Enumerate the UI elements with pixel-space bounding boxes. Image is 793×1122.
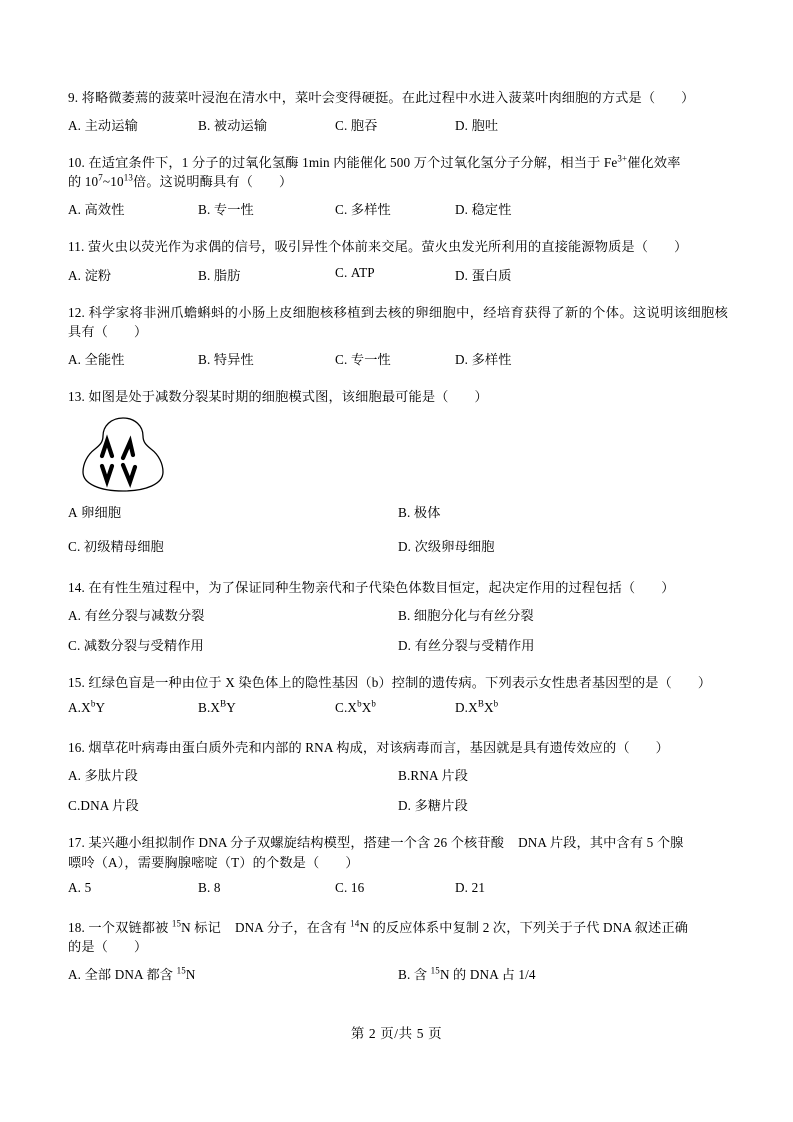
question-11-options	[68, 265, 728, 295]
option-row	[68, 765, 728, 795]
question-17-line2: 嘌呤（A），需要胸腺嘧啶（T）的个数是（	[68, 854, 320, 870]
allele-superscript: b	[357, 698, 362, 709]
question-11-number: 11.	[68, 239, 85, 255]
option-d[interactable]: D. 蛋白质	[455, 267, 512, 283]
allele-superscript: B	[477, 698, 484, 709]
question-9-number: 9.	[68, 90, 79, 105]
question-13-options	[68, 502, 728, 570]
option-c[interactable]: $C.X^bX^b$	[335, 698, 377, 716]
option-b[interactable]: B.RNA 片段	[398, 768, 469, 784]
question-18-line1b: N 标记	[181, 919, 221, 935]
option-b[interactable]: B. 脂肪	[198, 267, 241, 283]
question-10-line1a: 在适宜条件下，1 分子的过氧化氢酶 1min 内能催化 500 万个过氧化氢分子分解，相当于 Fe	[88, 155, 618, 171]
question-15-number: 15.	[68, 675, 85, 691]
option-c[interactable]: C. 16	[335, 879, 365, 895]
question-10-options	[68, 199, 728, 229]
option-b[interactable]: B. 细胞分化与有丝分裂	[398, 608, 534, 624]
question-17	[68, 833, 728, 871]
question-18	[68, 918, 728, 956]
question-9-text: 将略微萎蔫的菠菜叶浸泡在清水中，菜叶会变得硬挺。在此过程中水进入菠菜叶肉细胞的方式是（	[81, 90, 656, 105]
question-11-text-end: ）	[674, 239, 688, 255]
allele-superscript: B	[220, 698, 227, 709]
question-10-number: 10.	[68, 155, 85, 171]
question-16-text-end: ）	[655, 740, 670, 756]
chromosome-bottom-left	[102, 466, 112, 481]
option-row	[68, 964, 728, 994]
question-14-text: 在有性生殖过程中，为了保证同种生物亲代和子代染色体数目恒定，起决定作用的过程包括（	[88, 579, 636, 595]
option-row	[68, 349, 728, 379]
superscript-exponent-low: 7	[98, 172, 103, 183]
isotope-superscript-n15: 15	[171, 918, 182, 929]
option-a[interactable]: A. 有丝分裂与减数分裂	[68, 608, 205, 624]
question-13	[68, 387, 728, 406]
option-row	[68, 635, 728, 665]
question-11	[68, 237, 728, 256]
option-d[interactable]: D. 胞吐	[455, 118, 499, 134]
question-10-line2mid: ~10	[102, 174, 124, 190]
question-list	[68, 88, 728, 1002]
allele-superscript: b	[371, 698, 377, 709]
option-d[interactable]: D. 21	[455, 879, 486, 895]
option-b[interactable]: B. 被动运输	[198, 118, 268, 134]
option-c[interactable]: C. 初级精母细胞	[68, 538, 164, 554]
chromosome-top-right	[123, 442, 133, 458]
question-12-number: 12.	[68, 304, 85, 320]
option-row	[68, 880, 728, 910]
option-a[interactable]: A. 5	[68, 879, 92, 895]
question-15	[68, 673, 728, 692]
option-row	[68, 605, 728, 635]
question-18-line2: 的是（	[68, 938, 109, 954]
option-d[interactable]: D. 次级卵母细胞	[398, 538, 495, 554]
question-18-number: 18.	[68, 919, 85, 935]
question-18-line2end: ）	[134, 938, 148, 954]
question-14	[68, 578, 728, 597]
option-row	[68, 700, 728, 730]
meiosis-cell-diagram-icon	[78, 414, 168, 494]
meiosis-cell-figure	[78, 414, 728, 496]
question-11-text: 萤火虫以荧光作为求偶的信号，吸引异性个体前来交尾。萤火虫发光所利用的直接能源物质是（	[87, 239, 649, 255]
question-9-text-end: ）	[681, 90, 695, 105]
question-17-line2end: ）	[345, 854, 359, 870]
question-10-line2b: 倍。这说明酶具有（	[132, 174, 254, 190]
chromosome-bottom-right	[123, 465, 135, 482]
question-10-line1b: 催化效率	[627, 155, 681, 171]
option-a[interactable]: $A.X^bY$	[68, 698, 106, 716]
question-16-text: 烟草花叶病毒由蛋白质外壳和内部的 RNA 构成，对该病毒而言，基因就是具有遗传效应的（	[88, 740, 630, 756]
option-a[interactable]: A. 淀粉	[68, 267, 112, 283]
option-row	[68, 265, 728, 295]
option-a[interactable]: A. 全部 DNA 都含 $^{15}$N	[68, 965, 196, 982]
question-10-line2end: ）	[279, 174, 293, 190]
question-12	[68, 303, 728, 341]
question-12-text-end: ）	[134, 323, 148, 339]
question-18-line1a: 一个双链都被	[88, 919, 172, 935]
option-d[interactable]: D. 有丝分裂与受精作用	[398, 638, 535, 654]
option-d[interactable]: $D.X^BX^b$	[455, 698, 499, 716]
superscript-exponent-high: 13	[123, 172, 133, 183]
question-17-line1a: 某兴趣小组拟制作 DNA 分子双螺旋结构模型，搭建一个含 26 个核苷酸	[88, 835, 505, 851]
superscript-charge: 3+	[617, 153, 628, 164]
option-b[interactable]: B. 极体	[398, 504, 441, 520]
option-row	[68, 536, 728, 570]
question-18-line1c: DNA 分子，在含有	[234, 919, 351, 935]
isotope-superscript: 15	[430, 965, 440, 976]
option-row	[68, 502, 728, 536]
question-15-text-end: ）	[697, 675, 712, 691]
question-15-text: 红绿色盲是一种由位于 X 染色体上的隐性基因（b）控制的遗传病。下列表示女性患者基因型的是（	[88, 675, 672, 691]
question-10-line2a: 的 10	[68, 174, 99, 190]
option-b[interactable]: B. 专一性	[198, 202, 254, 218]
isotope-superscript-n14: 14	[350, 918, 360, 929]
option-row	[68, 795, 728, 825]
question-18-options	[68, 964, 728, 994]
question-14-options	[68, 605, 728, 665]
option-a[interactable]: A. 高效性	[68, 202, 125, 218]
option-c[interactable]: C. 减数分裂与受精作用	[68, 638, 204, 654]
question-14-number: 14.	[68, 579, 85, 595]
option-b[interactable]: $B.X^BY$	[198, 698, 236, 716]
question-13-number: 13.	[68, 388, 85, 404]
option-c[interactable]: C. 胞吞	[335, 118, 378, 134]
question-9-options	[68, 115, 728, 145]
option-b[interactable]: B. 特异性	[198, 351, 254, 367]
option-row	[68, 115, 728, 145]
option-c[interactable]: C. 多样性	[335, 202, 391, 218]
question-13-text: 如图是处于减数分裂某时期的细胞模式图，该细胞最可能是（	[88, 388, 449, 404]
allele-superscript: b	[493, 698, 499, 709]
option-b[interactable]: B. 含 $^{15}$N 的 DNA 占 1/4	[398, 965, 536, 982]
option-d[interactable]: D. 稳定性	[455, 202, 512, 218]
option-d[interactable]: D. 多糖片段	[398, 798, 468, 814]
question-13-text-end: ）	[474, 388, 488, 404]
question-15-options	[68, 700, 728, 730]
option-c[interactable]: C.DNA 片段	[68, 798, 139, 814]
chromosome-top-left	[102, 441, 112, 456]
option-a[interactable]: A. 多肽片段	[68, 768, 138, 784]
question-17-options	[68, 880, 728, 910]
question-12-text: 科学家将非洲爪蟾蝌蚪的小肠上皮细胞核移植到去核的卵细胞中，经培育获得了新的个体。这说明该细胞核具有（	[68, 304, 728, 339]
question-14-text-end: ）	[661, 579, 675, 595]
question-12-options	[68, 349, 728, 379]
page-footer: 第 2 页/共 5 页	[350, 1026, 443, 1041]
question-16-options	[68, 765, 728, 825]
allele-superscript: b	[90, 698, 96, 709]
option-a[interactable]: A 卵细胞	[68, 504, 122, 520]
question-16-number: 16.	[68, 740, 85, 756]
isotope-superscript: 15	[176, 965, 186, 976]
option-d[interactable]: D. 多样性	[455, 351, 512, 367]
question-9	[68, 88, 728, 107]
question-10	[68, 153, 728, 191]
option-c[interactable]: C. ATP	[335, 264, 375, 280]
option-b[interactable]: B. 8	[198, 879, 221, 895]
question-17-line1b: DNA 片段，其中含有 5 个腺	[518, 835, 684, 851]
option-c[interactable]: C. 专一性	[335, 351, 391, 367]
option-a[interactable]: A. 主动运输	[68, 118, 138, 134]
question-18-line1d: N 的反应体系中复制 2 次，下列关于子代 DNA 叙述正确	[359, 919, 689, 935]
question-16	[68, 738, 728, 757]
option-a[interactable]: A. 全能性	[68, 351, 125, 367]
question-17-number: 17.	[68, 835, 85, 851]
option-row	[68, 199, 728, 229]
